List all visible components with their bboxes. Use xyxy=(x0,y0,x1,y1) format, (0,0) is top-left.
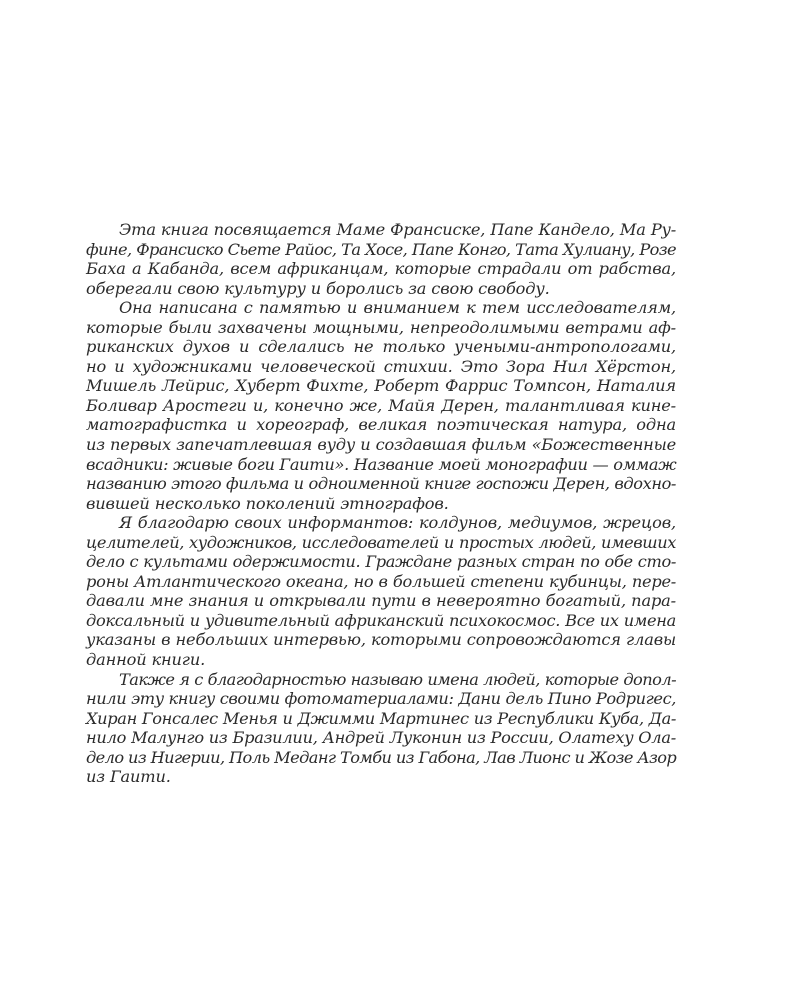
text-line: риканских духов и сделались не только учеными-антропологами, xyxy=(86,337,676,357)
text-line: оберегали свою культуру и боролись за свою свободу. xyxy=(86,278,550,298)
text-line: фине, Франсиско Сьете Райос, Та Хосе, Папе Конго, Тата Хулиану, Розе xyxy=(86,239,676,259)
text-line: которые были захвачены мощными, непреодолимыми ветрами аф- xyxy=(86,317,676,337)
text-line: из Гаити. xyxy=(86,767,171,787)
text-line: дело из Нигерии, Поль Меданг Томби из Габона, Лав Лионс и Жозе Азор xyxy=(86,747,677,767)
text-line: дело с культами одержимости. Граждане разных стран по обе сто- xyxy=(86,552,676,572)
paragraph-informants xyxy=(86,513,676,669)
text-line: Эта книга посвящается Маме Франсиске, Папе Кандело, Ма Ру- xyxy=(119,220,676,239)
text-line: данной книги. xyxy=(86,650,206,670)
text-line: всадники: живые боги Гаити». Название моей монографии — оммаж xyxy=(86,454,677,474)
text-line: Также я с благодарностью называю имена людей, которые допол- xyxy=(119,669,676,689)
dedication-text xyxy=(86,220,676,787)
text-line: вившей несколько поколений этнографов. xyxy=(86,493,449,513)
text-line: но и художниками человеческой стихии. Это Зора Нил Хёрстон, xyxy=(86,356,676,376)
text-line: названию этого фильма и одноименной книге госпожи Дерен, вдохно- xyxy=(86,474,676,494)
text-line: нили эту книгу своими фотоматериалами: Дани дель Пино Родригес, xyxy=(86,689,676,709)
text-line: матографистка и хореограф, великая поэтическая натура, одна xyxy=(86,415,676,435)
paragraph-dedication xyxy=(86,220,676,298)
text-line: давали мне знания и открывали пути в невероятно богатый, пара- xyxy=(86,591,676,611)
text-line: указаны в небольших интервью, которыми сопровождаются главы xyxy=(86,630,676,650)
text-line: Хиран Гонсалес Менья и Джимми Мартинес из Республики Куба, Да- xyxy=(86,708,676,728)
text-line: Мишель Лейрис, Хуберт Фихте, Роберт Фаррис Томпсон, Наталия xyxy=(86,376,676,396)
paragraph-photographers xyxy=(86,670,676,787)
text-line: Боливар Аростеги и, конечно же, Майя Дерен, талантливая кине- xyxy=(86,395,676,415)
text-line: роны Атлантического океана, но в большей степени кубинцы, пере- xyxy=(86,571,676,591)
text-line: нило Малунго из Бразилии, Андрей Луконин из России, Олатеху Ола- xyxy=(86,728,676,748)
text-line: Я благодарю своих информантов: колдунов, медиумов, жрецов, xyxy=(119,513,676,533)
text-line: Баха а Кабанда, всем африканцам, которые страдали от рабства, xyxy=(86,259,676,279)
paragraph-researchers xyxy=(86,298,676,513)
text-line: Она написана с памятью и вниманием к тем исследователям, xyxy=(119,298,676,318)
text-line: из первых запечатлевшая вуду и создавшая фильм «Божественные xyxy=(86,435,676,455)
text-line: целителей, художников, исследователей и простых людей, имевших xyxy=(86,532,676,552)
text-line: доксальный и удивительный африканский психокосмос. Все их имена xyxy=(86,610,676,630)
